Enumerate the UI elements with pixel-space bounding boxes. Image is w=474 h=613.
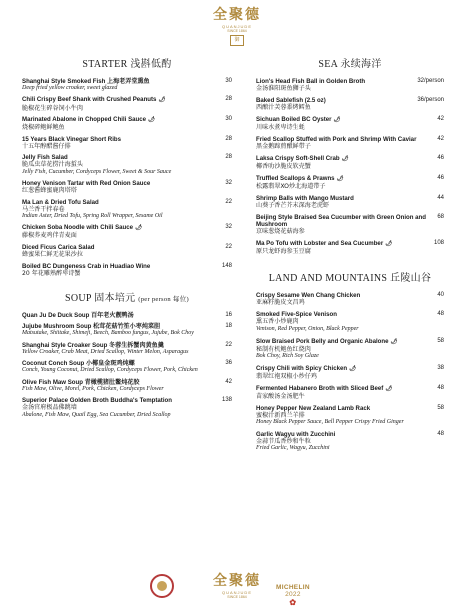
dish-name-chinese: 金汤淮阳斑鱼狮子头 [256, 85, 311, 93]
dish-name-text: Jelly Fish Salad [22, 154, 68, 162]
menu-item [22, 244, 232, 258]
chili-pepper-icon: 🌶 [390, 338, 398, 345]
menu-item [256, 292, 444, 306]
dish-name-text: Truffled Scallops & Prawns [256, 174, 335, 182]
section-title-en: STARTER [82, 59, 128, 70]
dish-name [22, 312, 232, 319]
menu-item [22, 342, 232, 356]
dish-name-text: Quan Ju De Duck Soup 百年老火靓鸭汤 [22, 311, 134, 319]
dish-price: 22 [225, 341, 232, 348]
dish-name-text: Lion's Head Fish Ball in Golden Broth [256, 78, 366, 85]
dish-price: 42 [437, 115, 444, 122]
chili-pepper-icon: 🌶 [385, 385, 393, 392]
dish-name [22, 116, 232, 124]
dish-name-chinese: 十五年醇醋酱仔排 [22, 142, 71, 150]
dish-name [22, 379, 232, 386]
dish-description: Matsutake, Shiitake, Shimeji, Beech, Bamboo fungus, Jujube, Bok Choy [22, 330, 194, 337]
menu-item [22, 379, 232, 393]
dish-name-text: Garlic Wagyu with Zucchini [256, 430, 336, 438]
dish-name-text: Honey Venison Tartar with Red Onion Sauce [22, 180, 151, 187]
dish-name-text: Marinated Abalone in Chopped Chili Sauce [22, 116, 147, 124]
dish-name-text: Jujube Mushroom Soup 松茸花菇竹笙小枣炖菜胆 [22, 323, 161, 331]
dish-name-chinese: 烧椒碎鲍鲜鲍鱼 [22, 124, 65, 132]
dish-name-text: Slow Braised Pork Belly and Organic Abalone [256, 337, 389, 345]
michelin-label: MICHELIN [276, 584, 310, 591]
dish-name-text: Superior Palace Golden Broth Buddha's Temptation [22, 397, 172, 405]
menu-item [256, 195, 444, 209]
michelin-badge [276, 584, 310, 607]
menu-item [22, 323, 232, 337]
dish-name-text: Fried Scallop Stuffed with Pork and Shrimp With Caviar [256, 135, 417, 143]
dish-name-text: Boiled BC Dungeness Crab in Huadiao Wine [22, 262, 151, 270]
dish-name [22, 244, 232, 251]
menu-item [256, 431, 444, 453]
menu-item [256, 78, 444, 92]
menu-item [22, 136, 232, 150]
dish-name-text: Crispy Sesame Wen Chang Chicken [256, 292, 361, 300]
dish-name-text: Chicken Soba Noodle with Chili Sauce [22, 224, 134, 232]
menu-item [22, 96, 232, 111]
dish-price: 148 [221, 262, 232, 269]
dish-price: 22 [225, 198, 232, 205]
dish-name [256, 155, 444, 163]
dish-name-text: Beijing Style Braised Sea Cucumber with Green Onion and Mushroom [256, 213, 426, 228]
dish-name-chinese: 椰香叻沙脆皮软壳蟹 [256, 163, 311, 171]
dish-price: 38 [437, 364, 444, 371]
dish-name [256, 405, 444, 412]
soup-list [22, 312, 232, 419]
dish-description: Venison, Red Pepper, Onion, Black Pepper [256, 325, 359, 332]
dish-name [22, 360, 232, 367]
menu-item [256, 338, 444, 361]
section-title-cn: 浅斟低酌 [130, 59, 172, 70]
dish-description: Yellow Croaker, Crab Meat, Dried Scallop, Winter Melon, Asparagus [22, 348, 189, 355]
section-title-starter [22, 55, 232, 70]
dish-price: 44 [437, 194, 444, 201]
dish-price: 30 [225, 116, 232, 123]
dish-price: 46 [437, 174, 444, 181]
dish-name-chinese: 20 年花雕熟醉卑诗蟹 [22, 269, 81, 277]
dish-name-text: Olive Fish Maw Soup 青橄榄猪肚鳖炖花胶 [22, 378, 140, 386]
dish-name [22, 136, 232, 143]
dish-name-chinese: 秘制有机鲍鱼红烧肉 [256, 345, 311, 353]
menu-item [22, 199, 232, 221]
dish-name [22, 263, 232, 270]
dish-name [256, 338, 444, 346]
chili-pepper-icon: 🌶 [341, 155, 349, 162]
dish-name-text: Ma Po Tofu with Lobster and Sea Cucumber [256, 239, 384, 247]
menu-item [22, 116, 232, 131]
footer [0, 570, 474, 610]
dish-name-chinese: 原只龙虾海参玉豆腐 [256, 248, 311, 256]
dish-name-chinese: 金汤官府极品佛跳墙 [22, 404, 77, 412]
dish-name-chinese: 松露翡翠XO炒北海道带子 [256, 183, 326, 191]
dish-price: 58 [437, 337, 444, 344]
dish-description: Indian Aster, Dried Tofu, Spring Roll Wrapper, Sesame Oil [22, 212, 163, 219]
dish-description: Honey Black Pepper Sauce, Bell Pepper Crispy Fried Ginger [256, 419, 404, 426]
dish-name-chinese: 黑金鹅蹄煎酿鲜带子 [256, 143, 311, 151]
section-title-land [256, 269, 444, 284]
dish-name-text: Coconut Conch Soup 小椰皇金斑鸡炖螺 [22, 360, 135, 368]
dish-name-chinese: 藤椒荞麦鸡伴青麦面 [22, 232, 77, 240]
dish-name-chinese: 京味葱烧花菇海参 [256, 228, 305, 236]
dish-name-chinese: 金蒜节瓜香炒和牛粒 [256, 437, 311, 445]
dish-name-chinese: 亚麻籽脆皮文昌鸡 [256, 299, 305, 307]
dish-name-text: Shanghai Style Smoked Fish 上海老弄堂熏鱼 [22, 78, 150, 85]
dish-name-text: Chili Crispy Beef Shank with Crushed Peanuts [22, 96, 157, 104]
dish-price: 28 [225, 135, 232, 142]
header-logo [0, 4, 474, 46]
dish-name-text: Ma Lan & Dried Tofu Salad [22, 198, 99, 206]
chili-pepper-icon: 🌶 [336, 175, 344, 182]
logo-since: SINCE 1864 [227, 29, 247, 33]
dish-description: Fried Garlic, Wagyu, Zucchini [256, 445, 330, 452]
dish-description: Abalone, Fish Maw, Quail Egg, Sea Cucumber, Dried Scallop [22, 411, 171, 418]
dish-name-chinese: 翡翠红袍双椒小炒仔鸡 [256, 372, 317, 380]
dish-name-text: Diced Ficus Carica Salad [22, 243, 95, 251]
dish-price: 36 [225, 360, 232, 367]
chili-pepper-icon: 🌶 [333, 116, 341, 123]
dish-price: 28 [225, 154, 232, 161]
section-title-soup [22, 289, 232, 304]
menu-item [256, 365, 444, 380]
menu-item [22, 78, 232, 92]
dish-name [22, 96, 232, 104]
dish-price: 48 [437, 384, 444, 391]
logo-english: QUANJUDE [221, 24, 252, 29]
left-column [22, 52, 232, 423]
footer-logo-since: SINCE 1864 [227, 595, 247, 599]
logo-chinese: 全聚德 [213, 7, 261, 23]
menu-item [22, 224, 232, 239]
dish-name-chinese: 马兰香干拌春卷 [22, 205, 65, 213]
sea-list [256, 78, 444, 255]
dish-price: 48 [437, 430, 444, 437]
section-title-en: SOUP [65, 292, 92, 304]
chili-pepper-icon: 🌶 [135, 225, 143, 232]
dish-description: Fish Maw, Olive, Morel, Pork, Chicken, Cordyceps Flower [22, 385, 164, 392]
section-title-sea [256, 55, 444, 70]
menu-item [22, 154, 232, 176]
starter-list [22, 78, 232, 277]
footer-logo-chinese: 全聚德 [213, 573, 261, 589]
menu-item [256, 116, 444, 131]
dish-price: 68 [437, 213, 444, 220]
land-list [256, 292, 444, 452]
dish-name-text: Smoked Five-Spice Venison [256, 311, 337, 319]
menu-item [256, 97, 444, 111]
dish-name [256, 214, 444, 228]
dish-name-chinese: 蜜椒汁新西兰羊排 [256, 411, 305, 419]
dish-name-chinese: 脆瓜虫草花捞汁海蜇头 [22, 161, 83, 169]
dish-description: Jelly Fish, Cucumber, Cordyceps Flower, Sweet & Sour Sauce [22, 168, 172, 175]
dish-name-chinese: 红葱酱蜂蜜鹿肉塔塔 [22, 187, 77, 195]
dish-name [256, 195, 444, 202]
dish-name [256, 116, 444, 124]
section-title-cn: 固本培元 [94, 292, 136, 304]
dish-price: 28 [225, 96, 232, 103]
menu-item [22, 360, 232, 374]
dish-name [256, 431, 444, 438]
dish-price: 16 [225, 311, 232, 318]
dish-name-text: Sichuan Boiled BC Oyster [256, 115, 332, 123]
menu-item [256, 405, 444, 427]
dish-name [256, 136, 444, 143]
dish-price: 58 [437, 404, 444, 411]
dish-name-text: Shanghai Style Croaker Soup 冬蓉生拆蟹肉黄鱼羹 [22, 341, 164, 349]
chili-pepper-icon: 🌶 [349, 365, 357, 372]
dish-name-chinese: 蜂蜜果仁鲜无花果沙拉 [22, 251, 83, 259]
section-title-cn: 永续海洋 [340, 59, 382, 70]
dish-name-text: Crispy Chili with Spicy Chicken [256, 364, 348, 372]
dish-name-chinese: 脆椒花生碎谷饲小牛肉 [22, 104, 83, 112]
dish-price: 108 [433, 239, 444, 246]
dish-price: 22 [225, 243, 232, 250]
dish-description: Conch, Young Coconut, Dried Scallop, Cordyceps Flower, Pork, Chicken [22, 367, 198, 374]
dish-name-chinese: 川味水煮卑诗生蚝 [256, 124, 305, 132]
section-title-en: SEA [318, 59, 338, 70]
dish-price: 42 [437, 135, 444, 142]
menu-item [256, 385, 444, 400]
dish-name [256, 97, 444, 104]
dish-name-text: Honey Pepper New Zealand Lamb Rack [256, 404, 371, 412]
menu-item [256, 136, 444, 150]
right-column [256, 52, 444, 457]
chili-pepper-icon: 🌶 [385, 240, 393, 247]
dish-name-text: Shrimp Balls with Mango Mustard [256, 194, 354, 202]
seal-icon: 御 [230, 35, 244, 46]
menu-item [22, 180, 232, 194]
menu-item [256, 214, 444, 235]
footer-logo [0, 570, 474, 599]
dish-name-chinese: 山葵子香芒芥末深海老虎虾 [256, 202, 330, 209]
menu-item [22, 397, 232, 419]
dish-price: 46 [437, 154, 444, 161]
menu-item [256, 311, 444, 333]
menu-item [256, 240, 444, 255]
section-title-cn: 丘陵山谷 [390, 273, 432, 285]
dish-name-chinese: 西酿汁芙蓉黍烤鳕鱼 [256, 104, 311, 112]
chili-pepper-icon: 🌶 [158, 97, 166, 104]
dish-name [256, 365, 444, 373]
dish-price: 48 [437, 311, 444, 318]
dish-price: 40 [437, 292, 444, 299]
dish-price: 30 [225, 78, 232, 84]
dish-name [22, 342, 232, 349]
dish-name [256, 385, 444, 393]
menu-item [256, 175, 444, 190]
dish-name-text: 15 Years Black Vinegar Short Ribs [22, 135, 122, 143]
dish-name [256, 240, 444, 248]
dish-name-text: Baked Sablefish (2.5 oz) [256, 96, 326, 104]
dish-price: 32 [225, 180, 232, 186]
footer-logo-english: QUANJUDE [221, 590, 252, 595]
dish-price: 18 [225, 323, 232, 330]
dish-price: 32 [225, 224, 232, 231]
michelin-star-icon: ✿ [289, 598, 297, 607]
dish-price: 36/person [417, 96, 444, 103]
dish-price: 42 [225, 378, 232, 385]
dish-price: 32/person [417, 78, 444, 84]
dish-name-text: Fermented Habanero Broth with Sliced Beef [256, 384, 384, 392]
per-person-note: (per person 每位) [138, 295, 189, 303]
dish-name-text: Laksa Crispy Soft-Shell Crab [256, 154, 340, 162]
menu-item [22, 312, 232, 319]
menu-item [256, 155, 444, 170]
dish-description: Deep fried yellow croaker, sweet glazed [22, 85, 118, 92]
dish-name-chinese: 熏五香小炒鹿肉 [256, 318, 299, 326]
chili-pepper-icon: 🌶 [148, 117, 156, 124]
menu-item [22, 263, 232, 277]
dish-description: Bok Choy, Rich Soy Glaze [256, 352, 319, 359]
dish-name [22, 199, 232, 206]
dish-name-chinese: 苗家酸汤金汤肥牛 [256, 392, 305, 400]
dish-name [256, 175, 444, 183]
section-title-en: LAND AND MOUNTAINS [268, 273, 388, 285]
michelin-year: 2022 [285, 591, 301, 598]
dish-price: 138 [221, 397, 232, 404]
